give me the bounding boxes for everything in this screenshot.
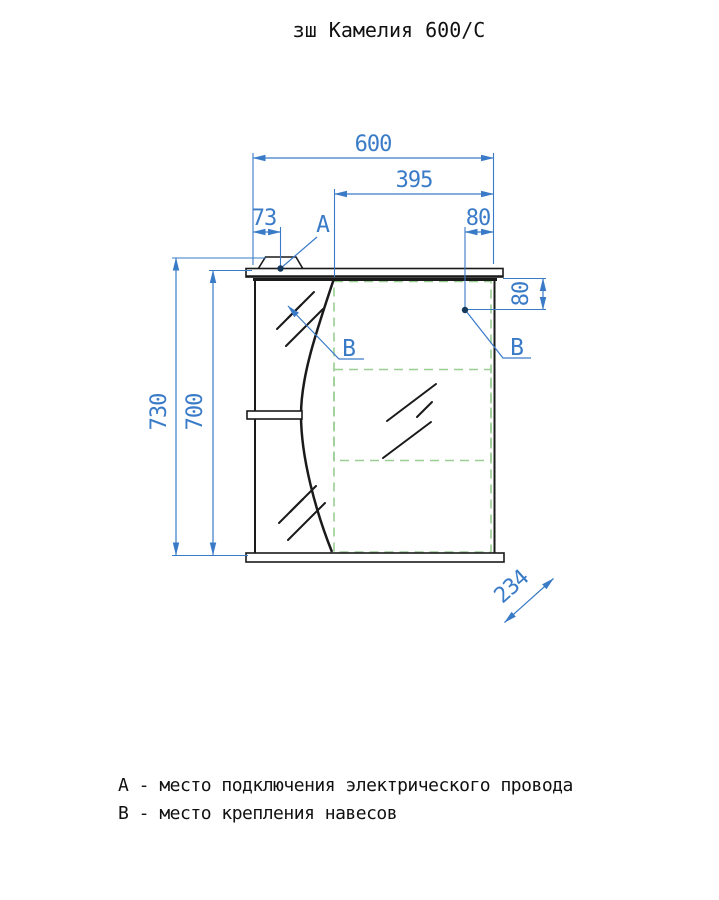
mirror-hatch-center-icon [383,384,436,458]
dimension-door-width-label: 395 [395,168,433,193]
dimension-depth-label: 234 [489,565,534,609]
door-mirror-zone [334,370,491,461]
mount-point-dot-icon [462,307,468,313]
drawing-title: зш Камелия 600/С [292,18,486,42]
dimension-total-height-label: 730 [147,393,172,431]
left-shelf [247,411,302,419]
cabinet-bottom-panel [246,553,504,562]
callout-a-label: А [316,212,330,238]
callout-b-left-label: В [342,336,356,362]
legend-line-b: В - место крепления навесов [118,803,398,824]
door-outline-zone [334,282,491,553]
dimension-body-height-label: 700 [183,393,208,431]
dimension-electric-offset-label: 73 [251,206,277,231]
legend-line-a: А - место подключения электрического провода [118,775,573,796]
electric-point-dot-icon [277,265,283,271]
callout-b-right-label: В [510,335,524,361]
dimension-total-width-label: 600 [354,132,392,157]
dimension-mount-offset-side-label: 80 [509,281,534,307]
dimension-mount-offset-top-label: 80 [465,206,491,231]
